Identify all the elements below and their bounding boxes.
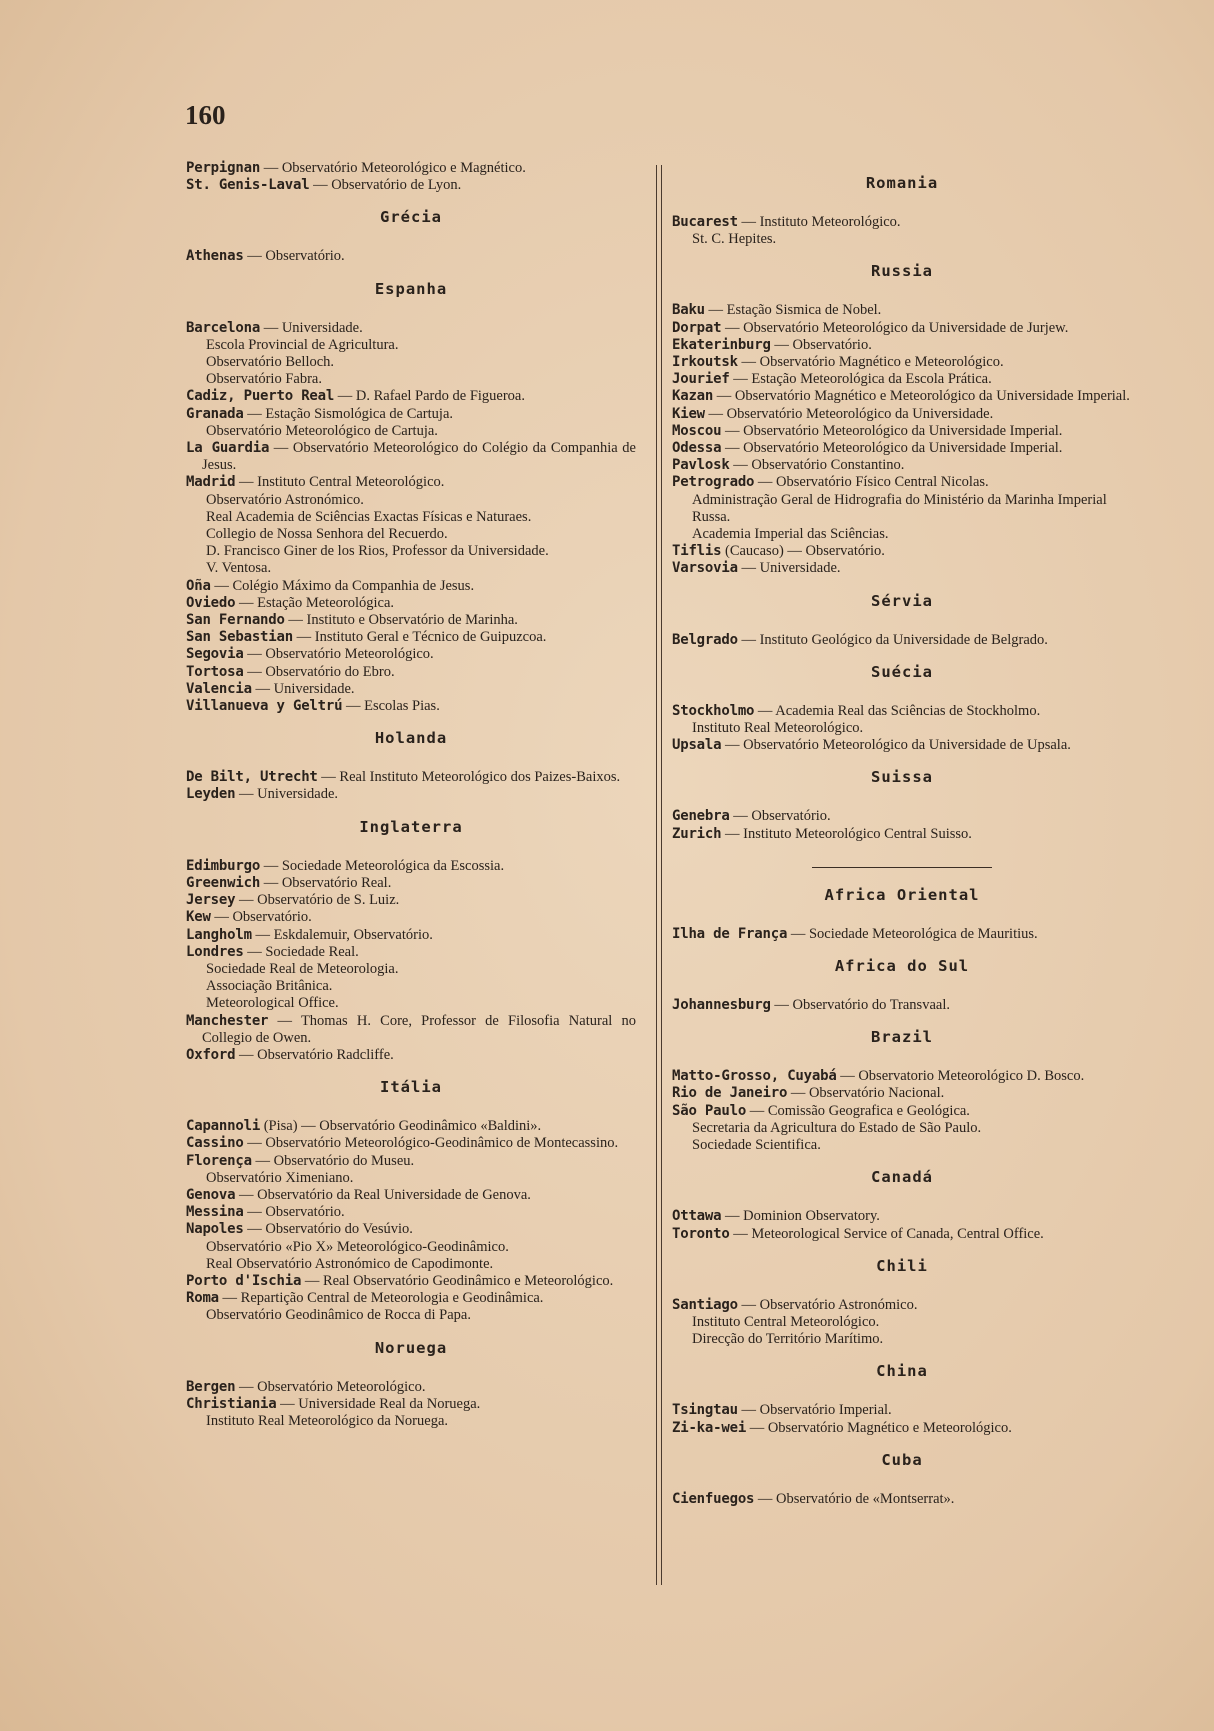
entry-institution: — Observatório do Transvaal. (770, 997, 950, 1014)
entry (672, 737, 1132, 754)
entry (672, 337, 1132, 354)
section-heading: Noruega (374, 1338, 448, 1357)
entry (672, 371, 1132, 388)
entry (672, 997, 1132, 1014)
entry-place: Segovia (186, 646, 244, 663)
entry (672, 388, 1132, 405)
entry (672, 703, 1132, 720)
entry-place: Capannoli (186, 1118, 261, 1135)
entry-institution: (Caucaso) — Observatório. (721, 543, 885, 560)
entry (672, 457, 1132, 474)
entry (672, 1068, 1132, 1085)
entry-place: Valencia (186, 680, 252, 697)
entry (186, 440, 636, 474)
section-heading: Romania (865, 174, 939, 192)
entry-continuation: Administração Geral de Hidrografia do Ministério da Marinha Imperial Russa. (692, 491, 1107, 525)
entry (186, 388, 636, 405)
entry-place: Ottawa (672, 1208, 722, 1225)
entry-continuation: Observatório Geodinâmico de Rocca di Papa. (206, 1307, 471, 1324)
entry-place: Oxford (186, 1046, 236, 1063)
entry-continuation: Associação Britânica. (206, 978, 333, 995)
entry-institution: — Universidade. (251, 680, 355, 697)
entry-institution: (Pisa) — Observatório Geodinâmico «Baldini». (260, 1118, 542, 1135)
entry-place: Roma (186, 1290, 219, 1307)
entry-place: Tsingtau (672, 1402, 738, 1419)
entry-place: La Guardia (186, 440, 270, 457)
entry-place: Madrid (186, 474, 236, 491)
entry (672, 808, 1132, 825)
entry (672, 1226, 1132, 1243)
entry (186, 1187, 636, 1204)
entry (186, 944, 636, 961)
entry-institution: — Observatório de Lyon. (309, 177, 462, 194)
entry-institution: — Estação Meteorológica. (235, 594, 395, 611)
entry-place: Moscou (672, 422, 722, 439)
section-heading: Suissa (871, 768, 933, 787)
entry-place: San Sebastian (186, 629, 293, 646)
entry-institution: — Academia Real das Sciências de Stockholmo. (754, 702, 1041, 719)
section-heading: Canadá (871, 1168, 933, 1187)
section-heading: Africa do Sul (834, 957, 970, 976)
entry-institution: — Dominion Observatory. (721, 1208, 880, 1225)
section-heading: Sérvia (871, 591, 933, 610)
entry-continuation: St. C. Hepites. (692, 231, 777, 248)
entry (186, 927, 636, 944)
entry-continuation: V. Ventosa. (206, 560, 272, 577)
entry (672, 1420, 1132, 1437)
entry (186, 1290, 636, 1307)
entry-continuation: Observatório Meteorológico de Cartuja. (206, 422, 438, 439)
entry-continuation: Real Academia de Sciências Exactas Físicas e Naturaes. (206, 508, 532, 525)
entry-institution: — Observatório Radcliffe. (235, 1046, 394, 1063)
entry-institution: — Universidade. (260, 319, 363, 336)
entry (186, 248, 636, 265)
entry-place: Jourief (672, 371, 730, 388)
entry-place: Belgrado (672, 631, 738, 648)
entry (186, 1047, 636, 1064)
entry-continuation: Observatório Astronómico. (206, 491, 364, 508)
entry (186, 698, 636, 715)
entry (186, 406, 636, 423)
entry-institution: — Observatório Meteorológico da Universidade de Jurjew. (721, 319, 1069, 336)
entry-place: Athenas (186, 248, 244, 265)
entry-place: Bucarest (672, 214, 738, 230)
entry-institution: — Observatório de S. Luiz. (235, 892, 400, 909)
entry-place: Florença (186, 1152, 252, 1169)
entry-institution: — Colégio Máximo da Companhia de Jesus. (210, 577, 475, 594)
entry-institution: — Sociedade Real. (243, 943, 359, 960)
entry-institution: — Observatório Meteorológico. (235, 1378, 426, 1395)
section-heading: Inglaterra (359, 817, 463, 836)
entry-continuation: Meteorological Office. (206, 995, 339, 1012)
entry-institution: — Repartição Central de Meteorologia e Geodinâmica. (218, 1290, 544, 1307)
entry (672, 423, 1132, 440)
entry (186, 769, 636, 786)
entry (186, 1221, 636, 1238)
entry-institution: — Estação Meteorológica da Escola Prática. (729, 371, 992, 388)
entry-institution: — Real Observatório Geodinâmico e Meteorológico. (301, 1272, 614, 1289)
entry (186, 612, 636, 629)
section-heading: Grécia (380, 208, 442, 227)
entry (186, 1013, 636, 1047)
entry (186, 646, 636, 663)
entry-place: Bergen (186, 1378, 236, 1395)
entry-place: De Bilt, Utrecht (186, 769, 318, 786)
entry-place: São Paulo (672, 1102, 747, 1119)
entry-institution: — Observatorio Meteorológico D. Bosco. (836, 1068, 1085, 1085)
left-column (186, 160, 636, 1430)
entry (186, 1379, 636, 1396)
column-divider (661, 165, 662, 1585)
entry-place: Perpignan (186, 160, 261, 176)
entry (186, 595, 636, 612)
entry-institution: — Observatório Meteorológico da Universidade. (704, 405, 994, 422)
entry-institution: — Observatório Real. (260, 874, 392, 891)
entry-place: Genova (186, 1186, 236, 1203)
entry-institution: — Observatório Constantino. (729, 457, 905, 474)
entry-continuation: Observatório Belloch. (206, 354, 335, 371)
entry-institution: — Observatório. (243, 1204, 345, 1221)
entry (672, 543, 1132, 560)
entry-institution: — Thomas H. Core, Professor de Filosofia Natural no Collegio de Owen. (202, 1012, 636, 1046)
entry-place: St. Genis-Laval (186, 177, 310, 194)
entry-continuation: Sociedade Scientifica. (692, 1137, 821, 1154)
entry-continuation: Observatório Ximeniano. (206, 1169, 354, 1186)
section-heading: Africa Oriental (824, 885, 980, 904)
section-heading: Chili (876, 1256, 928, 1275)
entry-institution: — Instituto Geológico da Universidade de Belgrado. (737, 631, 1048, 648)
section-heading: Russia (871, 262, 933, 281)
entry-place: Toronto (672, 1225, 730, 1242)
entry-institution: — Observatório Meteorológico do Colégio da Companhia de Jesus. (202, 440, 636, 474)
entry (186, 664, 636, 681)
entry-place: Tortosa (186, 663, 244, 680)
entry (672, 826, 1132, 843)
entry (186, 786, 636, 803)
entry (672, 1491, 1132, 1508)
entry (672, 632, 1132, 649)
entry-continuation: Escola Provincial de Agricultura. (206, 336, 399, 353)
entry-place: San Fernando (186, 612, 285, 629)
entry-institution: — Instituto Meteorológico Central Suisso. (721, 825, 972, 842)
entry-place: Genebra (672, 808, 730, 825)
entry-institution: — Observatório Magnético e Meteorológico. (746, 1419, 1012, 1436)
entry-institution: — Eskdalemuir, Observatório. (251, 926, 433, 943)
entry-institution: — Instituto Central Meteorológico. (235, 474, 445, 491)
entry-place: Pavlosk (672, 457, 730, 474)
entry-institution: — Meteorological Service of Canada, Central Office. (729, 1225, 1044, 1242)
entry-place: Petrogrado (672, 474, 755, 491)
entry-institution: — Observatório. (210, 909, 312, 926)
entry-place: Matto-Grosso, Cuyabá (672, 1068, 837, 1085)
entry (672, 1297, 1132, 1314)
column-divider (656, 165, 657, 1585)
entry-institution: — Observatório Meteorológico-Geodinâmico de Montecassino. (243, 1135, 619, 1152)
entry-place: Jersey (186, 892, 236, 909)
entry-place: Baku (672, 302, 705, 319)
entry-institution: — Sociedade Meteorológica de Mauritius. (787, 925, 1038, 942)
entry-continuation: Instituto Real Meteorológico da Noruega. (206, 1412, 449, 1429)
entry-institution: — Universidade Real da Noruega. (276, 1395, 481, 1412)
entry-place: Upsala (672, 737, 722, 754)
entry-place: Kew (186, 909, 211, 926)
entry-institution: — Observatório Meteorológico da Universidade Imperial. (721, 440, 1063, 457)
entry-continuation: Direcção do Território Marítimo. (692, 1331, 884, 1348)
entry-institution: — Observatório de «Montserrat». (754, 1490, 955, 1507)
entry (186, 320, 636, 337)
entry-institution: — Observatório Físico Central Nicolas. (754, 474, 989, 491)
entry (186, 177, 636, 194)
entry (672, 474, 1132, 491)
entry (186, 1396, 636, 1413)
entry (186, 858, 636, 875)
entry-institution: — Observatório Meteorológico. (243, 646, 434, 663)
entry-place: Cassino (186, 1135, 244, 1152)
entry-institution: — Observatório do Museu. (251, 1152, 415, 1169)
entry-place: Edimburgo (186, 857, 261, 874)
entry-institution: — Instituto e Observatório de Marinha. (284, 612, 518, 629)
entry-place: Irkoutsk (672, 354, 738, 371)
entry-place: Stockholmo (672, 702, 755, 719)
entry-place: Messina (186, 1204, 244, 1221)
entry-continuation: Sociedade Real de Meteorologia. (206, 960, 399, 977)
entry-institution: — Observatório Meteorológico e Magnético. (260, 160, 526, 176)
entry (186, 892, 636, 909)
entry-institution: — Escolas Pias. (342, 698, 440, 715)
entry-institution: — Observatório Magnético e Meteorológico. (737, 354, 1004, 371)
entry-place: Villanueva y Geltrú (186, 698, 343, 715)
entry-place: Porto d'Ischia (186, 1272, 302, 1289)
entry (672, 1085, 1132, 1102)
entry-place: Christiania (186, 1395, 277, 1412)
entry-institution: — Observatório Nacional. (787, 1085, 945, 1102)
entry-continuation: Observatório Fabra. (206, 371, 322, 388)
entry-institution: — Estação Sismológica de Cartuja. (243, 405, 454, 422)
entry-institution: — Universidade. (737, 560, 841, 577)
entry (672, 354, 1132, 371)
entry-continuation: Secretaria da Agricultura do Estado de São Paulo. (692, 1119, 982, 1136)
entry (672, 926, 1132, 943)
entry-place: Manchester (186, 1012, 269, 1029)
entry-continuation: Real Observatório Astronómico de Capodimonte. (206, 1255, 494, 1272)
entry-institution: — Sociedade Meteorológica da Escossia. (260, 857, 505, 874)
entry-institution: — Observatório do Ebro. (243, 663, 395, 680)
entry-continuation: Observatório «Pio X» Meteorológico-Geodinâmico. (206, 1238, 509, 1255)
entry-institution: — Observatório Meteorológico da Universidade Imperial. (721, 422, 1063, 439)
entry-place: Kiew (672, 405, 705, 422)
entry-place: Londres (186, 943, 244, 960)
entry (672, 1208, 1132, 1225)
right-column (672, 160, 1132, 1508)
entry (186, 1273, 636, 1290)
entry-institution: — Real Instituto Meteorológico dos Paizes-Baixos. (317, 769, 621, 786)
entry-institution: — Observatório. (729, 808, 831, 825)
entry-institution: — Universidade. (235, 786, 339, 803)
entry (672, 302, 1132, 319)
entry-institution: — Observatório Meteorológico da Universidade de Upsala. (721, 737, 1071, 754)
entry-institution: — Observatório Imperial. (737, 1402, 892, 1419)
entry-institution: — Observatório. (243, 248, 345, 265)
entry-institution: — D. Rafael Pardo de Figueroa. (334, 388, 525, 405)
entry (672, 1402, 1132, 1419)
entry-place: Leyden (186, 786, 236, 803)
page-number: 160 (185, 100, 226, 130)
section-rule (812, 867, 992, 868)
entry-place: Napoles (186, 1221, 244, 1238)
entry (186, 160, 636, 177)
entry-institution: — Observatório. (770, 336, 872, 353)
entry-continuation: Academia Imperial das Sciências. (692, 526, 889, 543)
entry-institution: — Observatório da Real Universidade de Genova. (235, 1186, 531, 1203)
entry-place: Johannesburg (672, 997, 771, 1014)
section-heading: Suécia (871, 662, 933, 681)
entry-institution: — Instituto Geral e Técnico de Guipuzcoa. (292, 629, 547, 646)
entry (186, 1204, 636, 1221)
entry-place: Cadiz, Puerto Real (186, 388, 335, 405)
entry (186, 875, 636, 892)
entry-continuation: Instituto Central Meteorológico. (692, 1313, 880, 1330)
entry (672, 1103, 1132, 1120)
entry (672, 214, 1132, 231)
entry-continuation: Collegio de Nossa Senhora del Recuerdo. (206, 526, 448, 543)
section-heading: Itália (380, 1078, 442, 1097)
entry (186, 1135, 636, 1152)
entry-place: Zi-ka-wei (672, 1419, 747, 1436)
entry-place: Greenwich (186, 874, 261, 891)
entry-place: Odessa (672, 440, 722, 457)
entry-institution: — Observatório do Vesúvio. (243, 1221, 413, 1238)
section-heading: Espanha (374, 279, 448, 298)
section-heading: Holanda (374, 729, 448, 748)
entry-place: Oviedo (186, 594, 236, 611)
entry-institution: — Estação Sismica de Nobel. (704, 302, 882, 319)
entry-continuation: Instituto Real Meteorológico. (692, 720, 864, 737)
entry-place: Langholm (186, 926, 252, 943)
entry-place: Barcelona (186, 319, 261, 336)
entry (186, 578, 636, 595)
entry-place: Cienfuegos (672, 1490, 755, 1507)
entry-place: Rio de Janeiro (672, 1085, 788, 1102)
entry (672, 406, 1132, 423)
section-heading: Cuba (881, 1450, 923, 1469)
entry (186, 909, 636, 926)
entry-institution: — Comissão Geografica e Geológica. (746, 1102, 970, 1119)
entry-place: Oña (186, 577, 211, 594)
section-heading: China (876, 1362, 928, 1381)
entry (186, 474, 636, 491)
entry (672, 560, 1132, 577)
entry (186, 1118, 636, 1135)
entry-institution: — Observatório Astronómico. (737, 1296, 918, 1313)
entry (672, 320, 1132, 337)
entry-place: Santiago (672, 1296, 738, 1313)
entry-institution: — Observatório Magnético e Meteorológico da Universidade Imperial. (713, 388, 1130, 405)
entry-institution: — Instituto Meteorológico. (737, 214, 901, 230)
entry (186, 681, 636, 698)
entry (186, 1153, 636, 1170)
entry-place: Granada (186, 405, 244, 422)
entry-continuation: D. Francisco Giner de los Rios, Professor da Universidade. (206, 543, 549, 560)
entry-place: Ekaterinburg (672, 336, 771, 353)
section-heading: Brazil (871, 1028, 933, 1047)
entry-place: Dorpat (672, 319, 722, 336)
entry-place: Varsovia (672, 560, 738, 577)
entry-place: Kazan (672, 388, 714, 405)
entry-place: Zurich (672, 825, 722, 842)
entry (672, 440, 1132, 457)
entry (186, 629, 636, 646)
entry-place: Tiflis (672, 543, 722, 560)
entry-place: Ilha de França (672, 925, 788, 942)
